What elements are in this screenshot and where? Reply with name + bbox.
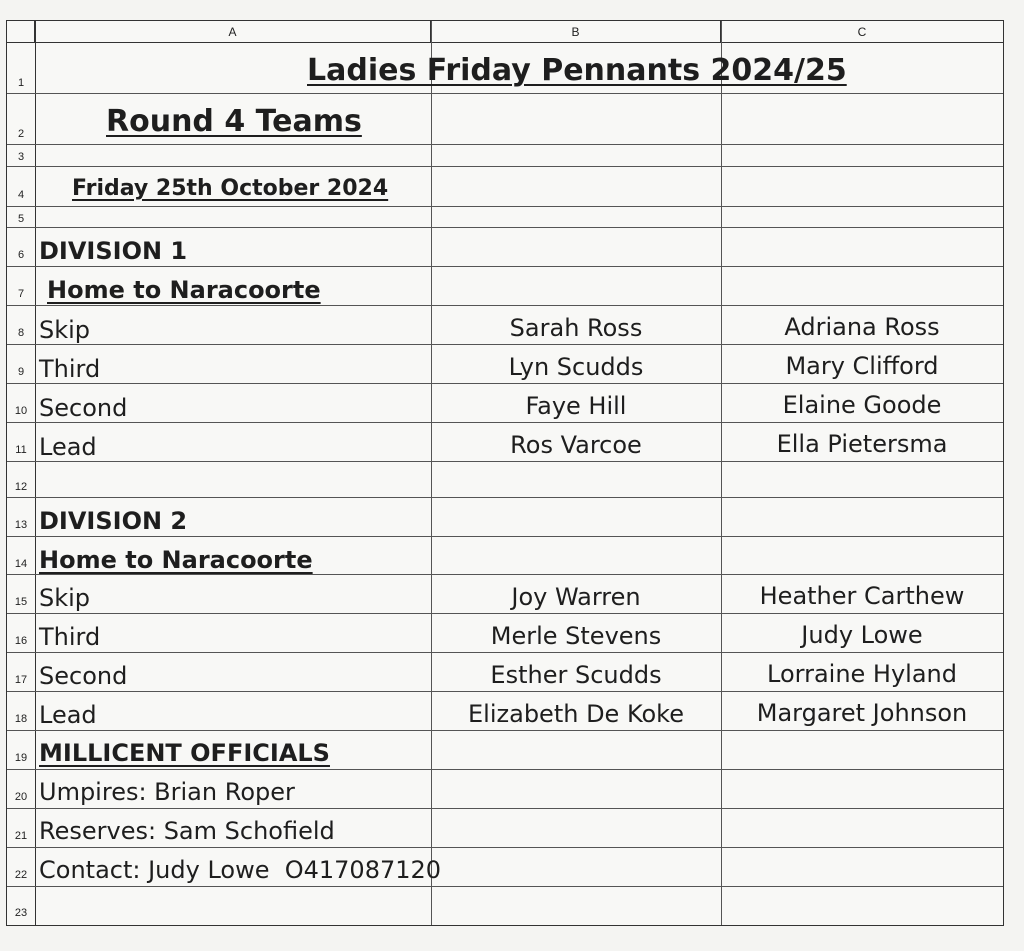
- row-number: 23: [14, 907, 28, 919]
- round-heading: Round 4 Teams: [106, 104, 362, 139]
- team-c-player: Ella Pietersma: [776, 430, 948, 458]
- row-number: 21: [14, 830, 28, 842]
- division-1-heading: DIVISION 1: [39, 237, 188, 265]
- team-c-player: Adriana Ross: [784, 313, 940, 341]
- team-b-player: Faye Hill: [525, 392, 627, 420]
- team-b-player: Ros Varcoe: [510, 431, 642, 459]
- position-label: Third: [39, 355, 101, 383]
- row-number: 1: [17, 77, 25, 89]
- team-c-player: Mary Clifford: [785, 352, 939, 380]
- row-number: 10: [14, 405, 28, 417]
- column-header-a: A: [35, 21, 431, 43]
- team-b-player: Joy Warren: [511, 583, 641, 611]
- row-number: 8: [17, 327, 25, 339]
- team-b-player: Sarah Ross: [509, 314, 643, 342]
- row-number: 9: [17, 366, 25, 378]
- team-b-player: Elizabeth De Koke: [468, 700, 684, 728]
- row-number: 2: [17, 128, 25, 140]
- position-label: Lead: [39, 701, 97, 729]
- team-c-player: Lorraine Hyland: [767, 660, 957, 688]
- team-b-player: Lyn Scudds: [508, 353, 644, 381]
- row-number: 7: [17, 288, 25, 300]
- team-b-player: Merle Stevens: [490, 622, 662, 650]
- reserves-line: Reserves: Sam Schofield: [39, 817, 335, 845]
- team-b-player: Esther Scudds: [490, 661, 662, 689]
- team-c-player: Judy Lowe: [801, 621, 923, 649]
- position-label: Skip: [39, 584, 91, 612]
- position-label: Second: [39, 662, 128, 690]
- position-label: Lead: [39, 433, 97, 461]
- row-number: 19: [14, 752, 28, 764]
- row-number: 5: [17, 213, 25, 225]
- row-number: 11: [15, 444, 27, 456]
- row-number: 15: [14, 596, 28, 608]
- division-2-heading: DIVISION 2: [39, 507, 188, 535]
- row-number: 12: [14, 481, 28, 493]
- corner-cell: [7, 21, 35, 43]
- row-23: [7, 887, 1003, 925]
- team-c-player: Elaine Goode: [782, 391, 942, 419]
- contact-line: Contact: Judy Lowe O417087120: [39, 856, 442, 884]
- division-2-venue: Home to Naracoorte: [39, 546, 313, 574]
- row-number: 22: [14, 869, 28, 881]
- row-number: 20: [14, 791, 28, 803]
- row-3: [7, 145, 1003, 167]
- row-number: 4: [17, 189, 25, 201]
- column-header-c: C: [721, 21, 1003, 43]
- row-number: 18: [14, 713, 28, 725]
- match-date: Friday 25th October 2024: [72, 176, 389, 201]
- row-number: 13: [14, 519, 28, 531]
- row-12: [7, 462, 1003, 498]
- position-label: Skip: [39, 316, 91, 344]
- spreadsheet: [6, 20, 1004, 926]
- sheet-title: Ladies Friday Pennants 2024/25: [307, 53, 847, 88]
- position-label: Third: [39, 623, 101, 651]
- row-number: 3: [17, 151, 25, 163]
- position-label: Second: [39, 394, 128, 422]
- row-number: 17: [14, 674, 28, 686]
- row-number: 14: [14, 558, 28, 570]
- team-c-player: Heather Carthew: [759, 582, 965, 610]
- row-number: 16: [14, 635, 28, 647]
- officials-heading: MILLICENT OFFICIALS: [39, 739, 330, 767]
- division-1-venue: Home to Naracoorte: [47, 276, 321, 304]
- column-header-b: B: [431, 21, 721, 43]
- umpires-line: Umpires: Brian Roper: [39, 778, 295, 806]
- row-5: [7, 207, 1003, 228]
- row-number: 6: [17, 249, 25, 261]
- team-c-player: Margaret Johnson: [756, 699, 968, 727]
